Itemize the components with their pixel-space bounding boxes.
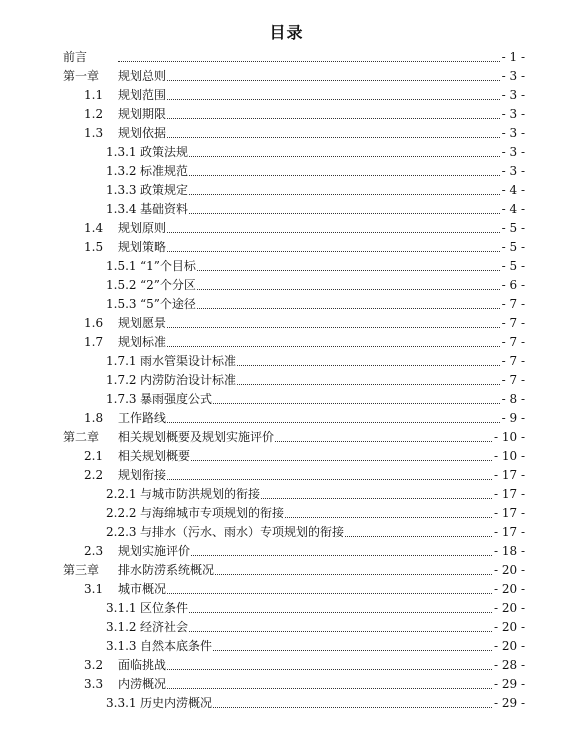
toc-entry[interactable] xyxy=(0,352,573,371)
toc-dot-leader xyxy=(118,422,518,423)
toc-entry-number: 2.3 xyxy=(84,544,104,558)
toc-entry-number: 2.2.3 xyxy=(106,525,137,539)
toc-entry-page: - 28 - xyxy=(492,656,525,675)
toc-entry-number: 1.6 xyxy=(84,316,104,330)
toc-entry[interactable] xyxy=(0,276,573,295)
toc-entry-title: 标准规范 xyxy=(140,162,189,181)
toc-entry-page: - 3 - xyxy=(500,124,525,143)
toc-entry-title: 规划依据 xyxy=(118,124,167,143)
toc-entry-number: 3.2 xyxy=(84,658,104,672)
toc-entry-title: 相关规划概要及规划实施评价 xyxy=(118,428,275,447)
toc-entry[interactable] xyxy=(0,580,573,599)
toc-entry-number: 前言 xyxy=(63,50,88,64)
toc-entry-page: - 7 - xyxy=(500,295,525,314)
toc-entry-page: - 4 - xyxy=(500,181,525,200)
toc-dot-leader xyxy=(118,80,518,81)
toc-entry-number: 1.3.1 xyxy=(106,145,137,159)
toc-entry-number: 1.2 xyxy=(84,107,104,121)
toc-entry[interactable] xyxy=(0,314,573,333)
toc-entry-title: 规划范围 xyxy=(118,86,167,105)
toc-entry-number: 2.2.1 xyxy=(106,487,137,501)
toc-entry[interactable] xyxy=(0,67,573,86)
toc-entry-page: - 5 - xyxy=(500,238,525,257)
toc-entry-number: 第一章 xyxy=(63,69,100,83)
toc-title: 目录 xyxy=(269,23,304,42)
toc-dot-leader xyxy=(118,137,518,138)
toc-entry-title: 暴雨强度公式 xyxy=(140,390,213,409)
toc-dot-leader xyxy=(118,327,518,328)
toc-entry-title: 规划总则 xyxy=(118,67,167,86)
toc-entry-title: 规划原则 xyxy=(118,219,167,238)
toc-entry[interactable] xyxy=(0,428,573,447)
toc-entry-page: - 17 - xyxy=(492,504,525,523)
toc-entry-title: 规划衔接 xyxy=(118,466,167,485)
toc-entry-page: - 7 - xyxy=(500,371,525,390)
toc-entry[interactable] xyxy=(0,561,573,580)
toc-entry-page: - 20 - xyxy=(492,561,525,580)
toc-dot-leader xyxy=(118,669,518,670)
toc-entry-title: 相关规划概要 xyxy=(118,447,191,466)
toc-entry-page: - 17 - xyxy=(492,485,525,504)
toc-entry-number: 第三章 xyxy=(63,563,100,577)
toc-entry-title: 政策规定 xyxy=(140,181,189,200)
toc-entry[interactable] xyxy=(0,162,573,181)
toc-entry-title: 规划期限 xyxy=(118,105,167,124)
toc-dot-leader xyxy=(118,251,518,252)
toc-entry-title: 城市概况 xyxy=(118,580,167,599)
toc-entry[interactable] xyxy=(0,542,573,561)
toc-entry[interactable] xyxy=(0,675,573,694)
toc-entry[interactable] xyxy=(0,485,573,504)
toc-entry[interactable] xyxy=(0,257,573,276)
toc-entry-page: - 5 - xyxy=(500,257,525,276)
toc-entry-number: 1.3.4 xyxy=(106,202,137,216)
toc-dot-leader xyxy=(118,61,518,62)
toc-entry-page: - 29 - xyxy=(492,694,525,713)
toc-entry-page: - 17 - xyxy=(492,523,525,542)
toc-entry[interactable] xyxy=(0,656,573,675)
toc-dot-leader xyxy=(140,156,518,157)
toc-entry[interactable] xyxy=(0,219,573,238)
toc-entry-number: 3.1.1 xyxy=(106,601,137,615)
toc-entry[interactable] xyxy=(0,599,573,618)
toc-entry-page: - 3 - xyxy=(500,143,525,162)
toc-dot-leader xyxy=(118,688,518,689)
toc-entry-number: 3.1.3 xyxy=(106,639,137,653)
toc-entry-title: 规划愿景 xyxy=(118,314,167,333)
toc-entry-page: - 29 - xyxy=(492,675,525,694)
toc-entry-page: - 20 - xyxy=(492,599,525,618)
toc-entry-page: - 4 - xyxy=(500,200,525,219)
toc-entry[interactable] xyxy=(0,48,573,67)
toc-entry-page: - 20 - xyxy=(492,637,525,656)
toc-entry-page: - 1 - xyxy=(500,48,525,67)
toc-entry-title: 内涝防治设计标准 xyxy=(140,371,237,390)
toc-entry-number: 第二章 xyxy=(63,430,100,444)
toc-dot-leader xyxy=(118,232,518,233)
toc-dot-leader xyxy=(140,213,518,214)
toc-entry-number: 1.8 xyxy=(84,411,104,425)
toc-entry-page: - 7 - xyxy=(500,314,525,333)
toc-entry-title: 与排水（污水、雨水）专项规划的衔接 xyxy=(140,523,345,542)
toc-entry[interactable] xyxy=(0,637,573,656)
toc-entry-page: - 10 - xyxy=(492,428,525,447)
toc-entry-number: 1.7.1 xyxy=(106,354,137,368)
toc-entry-title: 雨水管渠设计标准 xyxy=(140,352,237,371)
toc-entry-title: 自然本底条件 xyxy=(140,637,213,656)
toc-entry-title: “5”个途径 xyxy=(140,295,197,314)
toc-entry-number: 1.7.2 xyxy=(106,373,137,387)
toc-dot-leader xyxy=(140,194,518,195)
toc-entry-title: 经济社会 xyxy=(140,618,189,637)
toc-entry[interactable] xyxy=(0,333,573,352)
toc-entry[interactable] xyxy=(0,105,573,124)
toc-entry-page: - 7 - xyxy=(500,352,525,371)
toc-entry-page: - 20 - xyxy=(492,618,525,637)
toc-entry-title: “1”个目标 xyxy=(140,257,197,276)
toc-entry-title: 区位条件 xyxy=(140,599,189,618)
toc-entry-title: 历史内涝概况 xyxy=(140,694,213,713)
toc-entry-page: - 7 - xyxy=(500,333,525,352)
toc-entry-title: 工作路线 xyxy=(118,409,167,428)
toc-entry-number: 2.1 xyxy=(84,449,104,463)
toc-entry-page: - 18 - xyxy=(492,542,525,561)
toc-entry-title: 与海绵城市专项规划的衔接 xyxy=(140,504,285,523)
toc-entry-number: 3.1.2 xyxy=(106,620,137,634)
toc-entry-title: 排水防涝系统概况 xyxy=(118,561,215,580)
toc-entry-page: - 17 - xyxy=(492,466,525,485)
toc-entry-page: - 3 - xyxy=(500,105,525,124)
toc-entry-number: 1.4 xyxy=(84,221,104,235)
toc-entry-title: “2”个分区 xyxy=(140,276,197,295)
toc-dot-leader xyxy=(140,175,518,176)
toc-entry[interactable] xyxy=(0,523,573,542)
toc-entry-number: 1.5.2 xyxy=(106,278,137,292)
toc-dot-leader xyxy=(118,118,518,119)
toc-dot-leader xyxy=(118,479,518,480)
toc-dot-leader xyxy=(140,631,518,632)
toc-entry[interactable] xyxy=(0,295,573,314)
toc-entry[interactable] xyxy=(0,447,573,466)
toc-entry[interactable] xyxy=(0,124,573,143)
toc-entry[interactable] xyxy=(0,618,573,637)
toc-entry-title: 规划策略 xyxy=(118,238,167,257)
toc-entry-number: 1.3 xyxy=(84,126,104,140)
toc-entry-number: 1.5.3 xyxy=(106,297,137,311)
toc-entry-page: - 3 - xyxy=(500,67,525,86)
toc-entry[interactable] xyxy=(0,86,573,105)
toc-entry-title: 规划标准 xyxy=(118,333,167,352)
toc-entry[interactable] xyxy=(0,181,573,200)
toc-entry-page: - 10 - xyxy=(492,447,525,466)
toc-entry[interactable] xyxy=(0,466,573,485)
toc-dot-leader xyxy=(140,612,518,613)
toc-entry-title: 面临挑战 xyxy=(118,656,167,675)
toc-entry[interactable] xyxy=(0,694,573,713)
toc-entry[interactable] xyxy=(0,409,573,428)
toc-entry-title: 政策法规 xyxy=(140,143,189,162)
toc-dot-leader xyxy=(118,346,518,347)
toc-entry[interactable] xyxy=(0,371,573,390)
toc-entry-number: 3.1 xyxy=(84,582,104,596)
toc-entry-number: 2.2 xyxy=(84,468,104,482)
toc-entry-page: - 3 - xyxy=(500,86,525,105)
toc-entry-page: - 8 - xyxy=(500,390,525,409)
toc-entry[interactable] xyxy=(0,238,573,257)
toc-entry-number: 1.1 xyxy=(84,88,104,102)
toc-dot-leader xyxy=(118,593,518,594)
toc-entry-title: 内涝概况 xyxy=(118,675,167,694)
toc-entry-number: 1.3.2 xyxy=(106,164,137,178)
toc-entry-number: 1.5 xyxy=(84,240,104,254)
toc-entry-number: 1.7 xyxy=(84,335,104,349)
toc-dot-leader xyxy=(118,99,518,100)
toc-entry-page: - 3 - xyxy=(500,162,525,181)
toc-entry-page: - 20 - xyxy=(492,580,525,599)
toc-entry-page: - 5 - xyxy=(500,219,525,238)
toc-entry-page: - 9 - xyxy=(500,409,525,428)
toc-entry-number: 3.3 xyxy=(84,677,104,691)
toc-entry[interactable] xyxy=(0,143,573,162)
toc-entry[interactable] xyxy=(0,504,573,523)
toc-entry-title: 基础资料 xyxy=(140,200,189,219)
toc-entry-number: 1.3.3 xyxy=(106,183,137,197)
toc-entry[interactable] xyxy=(0,390,573,409)
toc-entry-title: 与城市防洪规划的衔接 xyxy=(140,485,261,504)
toc-entry-number: 1.7.3 xyxy=(106,392,137,406)
toc-entry-number: 2.2.2 xyxy=(106,506,137,520)
toc-entry-number: 1.5.1 xyxy=(106,259,137,273)
toc-entry-number: 3.3.1 xyxy=(106,696,137,710)
toc-entry-page: - 6 - xyxy=(500,276,525,295)
toc-entry-title: 规划实施评价 xyxy=(118,542,191,561)
toc-entry[interactable] xyxy=(0,200,573,219)
